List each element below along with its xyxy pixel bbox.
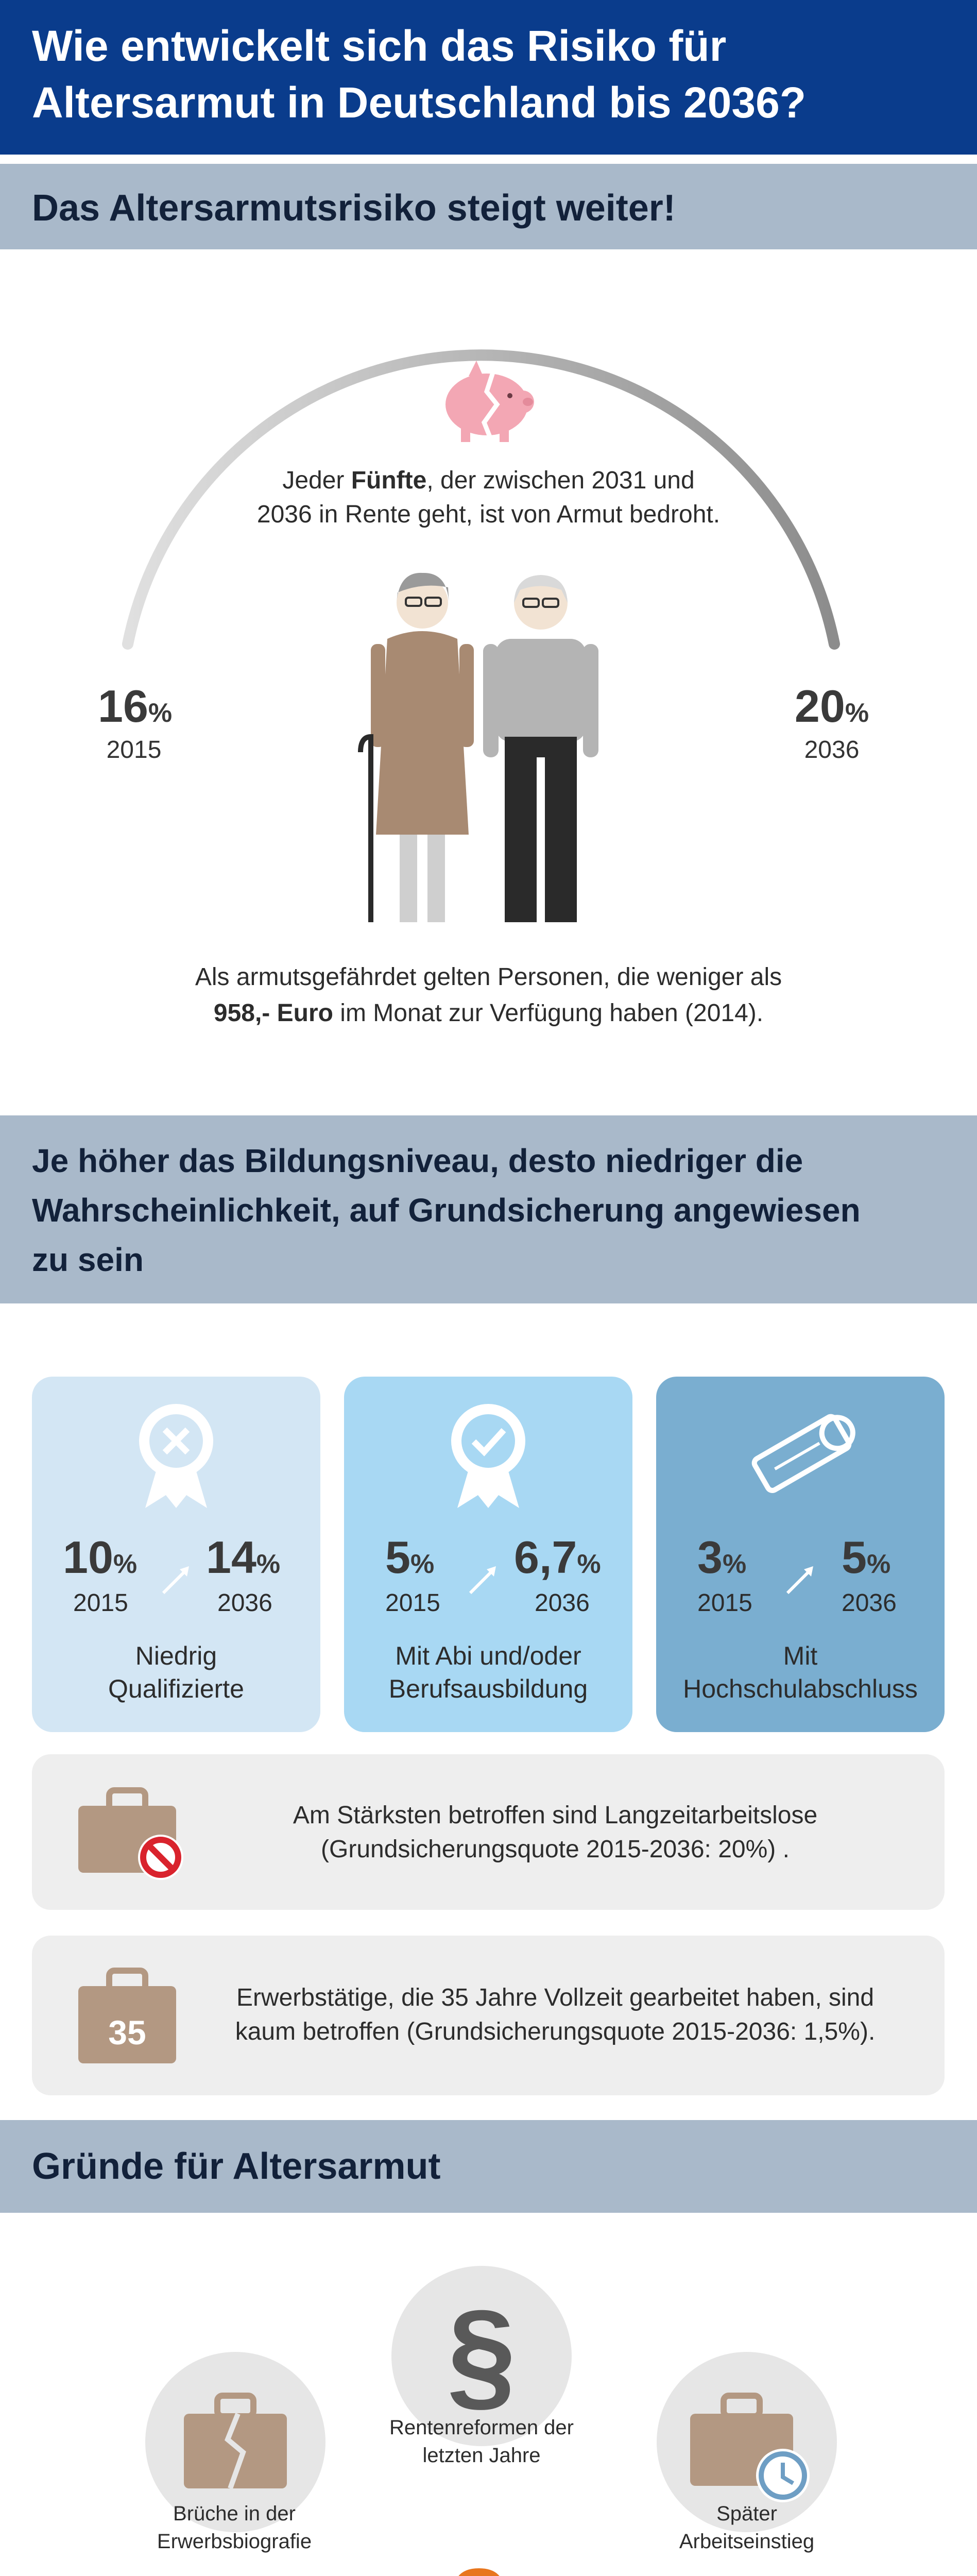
- fifth-statement: [206, 464, 771, 532]
- briefcase-prohibited-icon: [73, 1785, 192, 1883]
- card-university-year-from: 2015: [697, 1589, 752, 1617]
- section-education-title-line2: Wahrscheinlichkeit, auf Grundsicherung angewiesen: [32, 1192, 861, 1229]
- paragraph-icon: §: [447, 2284, 516, 2422]
- card-low-label: Niedrig Qualifizierte: [108, 1641, 244, 1703]
- fifth-statement-line2: 2036 in Rente geht, ist von Armut bedroht.: [256, 501, 721, 528]
- card-low-from: 10%: [63, 1532, 138, 1583]
- card-vocational-year-to: 2036: [535, 1589, 590, 1617]
- briefcase-35-label: 35: [108, 2013, 146, 2052]
- section-education-heading: [0, 1115, 977, 1303]
- value-2036: 20%: [794, 681, 869, 732]
- increase-arrow-icon: [782, 1562, 818, 1598]
- card-low-year-from: 2015: [73, 1589, 128, 1617]
- education-card-vocational: [344, 1377, 632, 1732]
- education-card-low: [32, 1377, 320, 1732]
- broken-piggy-bank-icon: [433, 355, 546, 443]
- value-2015: 16%: [98, 681, 173, 732]
- education-card-university: [656, 1377, 945, 1732]
- section-risk-title: Das Altersarmutsrisiko steigt weiter!: [32, 188, 676, 229]
- card-low-year-to: 2036: [217, 1589, 272, 1617]
- elderly-couple-illustration: [350, 567, 618, 927]
- threshold-amount: 958,- Euro: [213, 999, 333, 1027]
- card-university-from: 3%: [697, 1532, 747, 1583]
- card-low-to: 14%: [206, 1532, 281, 1583]
- poverty-definition-line2: 958,- Euro im Monat zur Verfügung haben (2014).: [213, 999, 764, 1027]
- diploma-icon: [744, 1408, 857, 1495]
- unemployed-info: [32, 1754, 945, 1910]
- unemployed-text: Am Stärksten betroffen sind Langzeitarbeitslose (Grundsicherungsquote 2015-2036: 20%) .: [293, 1802, 818, 1863]
- card-vocational-label: Mit Abi und/oder Berufsausbildung: [388, 1641, 588, 1703]
- value-2036-block: [793, 680, 870, 764]
- section-reasons-title: Gründe für Altersarmut: [32, 2146, 441, 2187]
- section-reasons-heading: [0, 2120, 977, 2213]
- badge-check-icon: [442, 1397, 535, 1511]
- card-vocational-year-from: 2015: [385, 1589, 440, 1617]
- card-university-year-to: 2036: [842, 1589, 897, 1617]
- year-2015: 2015: [106, 736, 162, 764]
- badge-x-icon: [130, 1397, 222, 1511]
- reason-career-breaks-label: Brüche in der Erwerbsbiografie: [157, 2502, 312, 2553]
- workers-group-illustration: [355, 2555, 644, 2576]
- fifth-emphasis: Fünfte: [351, 467, 427, 494]
- increase-arrow-icon: [465, 1562, 501, 1598]
- reason-late-start-label: Später Arbeitseinstieg: [679, 2502, 815, 2553]
- poverty-definition: [103, 959, 874, 1031]
- card-vocational-from: 5%: [385, 1532, 435, 1583]
- page-title-line2: Altersarmut in Deutschland bis 2036?: [32, 78, 807, 127]
- section-education-title-line3: zu sein: [32, 1241, 144, 1278]
- section-risk-heading: [0, 164, 977, 249]
- year-2036: 2036: [804, 736, 860, 764]
- briefcase-clock-icon: [685, 2391, 814, 2504]
- value-2015-block: [98, 680, 173, 764]
- reason-pension-reform-label: Rentenreformen der letzten Jahre: [389, 2416, 574, 2467]
- fulltime-text: Erwerbstätige, die 35 Jahre Vollzeit gearbeitet haben, sind kaum betroffen (Grundsicherungsquote 2015-2036: 1,5%).: [235, 1984, 876, 2045]
- card-university-to: 5%: [842, 1532, 891, 1583]
- card-university-label: Mit Hochschulabschluss: [683, 1641, 918, 1703]
- broken-briefcase-icon: [179, 2391, 292, 2494]
- poverty-definition-line1: Als armutsgefährdet gelten Personen, die weniger als: [195, 963, 782, 991]
- fifth-statement-line1: Jeder Fünfte, der zwischen 2031 und: [282, 467, 695, 494]
- page-title-line1: Wie entwickelt sich das Risiko für: [32, 22, 727, 70]
- increase-arrow-icon: [158, 1562, 194, 1598]
- section-education-title-line1: Je höher das Bildungsniveau, desto niedriger die: [32, 1142, 803, 1179]
- title-banner: [0, 0, 977, 155]
- card-vocational-to: 6,7%: [514, 1532, 601, 1583]
- fulltime-info: [32, 1936, 945, 2095]
